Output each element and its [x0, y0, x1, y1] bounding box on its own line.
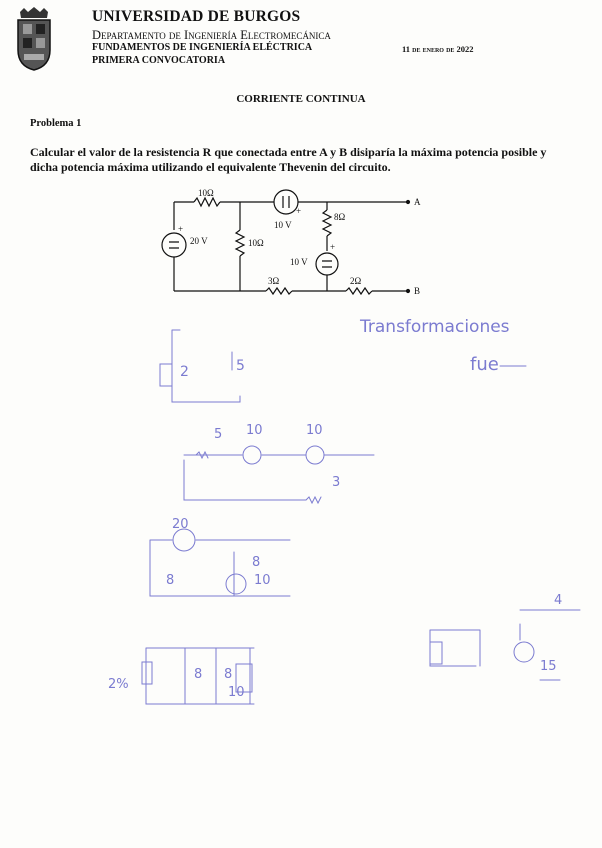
label-r5: 2Ω — [350, 276, 362, 286]
label-r4: 3Ω — [268, 276, 280, 286]
sketch-2 — [184, 455, 374, 500]
hw-s3-a: 20 — [172, 517, 189, 532]
hw-s3-b: 8 — [166, 573, 175, 588]
hw-s4-a: 2% — [108, 677, 129, 692]
label-r2: 10Ω — [248, 238, 264, 248]
hw-s2-a: 5 — [214, 427, 223, 442]
hw-s4-c: 8 — [224, 667, 233, 682]
hw-s5-a: 4 — [554, 593, 563, 608]
hw-s2-b: 10 — [246, 423, 263, 438]
hw-s2-c: 10 — [306, 423, 323, 438]
label-src2: 10 V — [274, 220, 292, 230]
department-name: Departamento de Ingeniería Electromecánica — [92, 28, 331, 42]
node-b: B — [414, 286, 421, 296]
hw-s4-b: 8 — [194, 667, 203, 682]
hw-s1-b: 5 — [236, 358, 245, 374]
plus-src3: + — [330, 242, 336, 252]
university-name: UNIVERSIDAD DE BURGOS — [92, 8, 301, 25]
note-fue: fue — [470, 354, 499, 375]
problem-statement: Calcular el valor de la resistencia R que conectada entre A y B disiparía la máxima potencia posible y dicha potencia máxima utilizando el equivalente Thevenin del circuito. — [30, 145, 547, 174]
problem-label: Problema 1 — [30, 118, 82, 129]
hw-s1-a: 2 — [180, 364, 189, 380]
hw-s2-d: 3 — [332, 475, 341, 490]
sketch-5 — [430, 610, 580, 680]
course-name: FUNDAMENTOS DE INGENIERÍA ELÉCTRICA — [92, 42, 313, 53]
hw-s3-c: 8 — [252, 555, 261, 570]
exam-call: PRIMERA CONVOCATORIA — [92, 55, 226, 66]
plus-src1: + — [178, 224, 184, 234]
section-title: CORRIENTE CONTINUA — [236, 93, 366, 105]
node-a: A — [414, 197, 421, 207]
label-src3: 10 V — [290, 257, 308, 267]
note-transformaciones: Transformaciones — [360, 317, 510, 337]
hw-s5-b: 15 — [540, 659, 557, 674]
label-r1: 10Ω — [198, 188, 214, 198]
hw-s4-d: 10 — [228, 685, 245, 700]
hw-s3-d: 10 — [254, 573, 271, 588]
plus-src2: + — [296, 206, 302, 216]
label-src1: 20 V — [190, 236, 208, 246]
label-r3: 8Ω — [334, 212, 346, 222]
exam-date: 11 de enero de 2022 — [402, 44, 474, 54]
